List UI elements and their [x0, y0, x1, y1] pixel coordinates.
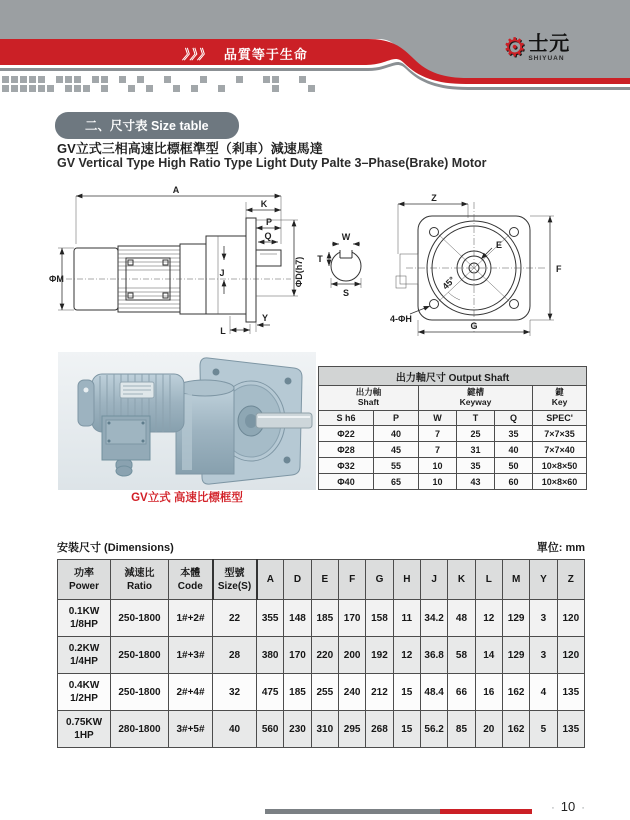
pixel-pattern-row-0 — [2, 76, 362, 83]
dimensions-letter-header-Z: Z — [557, 560, 584, 600]
pixel-square — [110, 76, 117, 83]
dim-power-3: 0.75KW 1HP — [58, 711, 111, 748]
output-shaft-column-header-3: T — [457, 411, 495, 426]
dim-cell-0-0: 355 — [257, 600, 284, 637]
output-shaft-cell-3-4: 60 — [495, 474, 533, 490]
dim-size-3: 40 — [213, 711, 257, 748]
pixel-square — [155, 76, 162, 83]
pixel-square — [281, 76, 288, 83]
pixel-square — [254, 76, 261, 83]
dim-cell-3-10: 5 — [530, 711, 557, 748]
pixel-square — [101, 85, 108, 92]
pixel-square — [326, 85, 333, 92]
dimensions-label: 安裝尺寸 (Dimensions) — [57, 542, 174, 554]
dimensions-letter-header-G: G — [366, 560, 393, 600]
pixel-square — [308, 76, 315, 83]
product-title-en: GV Vertical Type High Ratio Type Light Duty Palte 3–Phase(Brake) Motor — [57, 156, 487, 170]
footer-bar-red — [440, 809, 532, 814]
dim-label-T: T — [317, 254, 323, 264]
dim-code-2: 2#+4# — [169, 674, 213, 711]
pixel-square — [47, 76, 54, 83]
product-title-zh: GV立式三相高速比標框準型（剎車）減速馬達 — [57, 141, 323, 156]
dim-cell-1-9: 129 — [502, 637, 529, 674]
output-shaft-cell-0-1: 40 — [374, 426, 419, 442]
dim-cell-3-1: 230 — [284, 711, 311, 748]
output-shaft-column-header-2: W — [419, 411, 457, 426]
dimensions-letter-header-E: E — [311, 560, 338, 600]
dimensions-letter-header-L: L — [475, 560, 502, 600]
dim-cell-0-7: 48 — [448, 600, 475, 637]
pixel-square — [47, 85, 54, 92]
dim-cell-3-4: 268 — [366, 711, 393, 748]
dim-cell-2-3: 240 — [338, 674, 365, 711]
pixel-square — [146, 76, 153, 83]
dim-label-L: L — [220, 326, 226, 336]
output-shaft-table-title: 出力軸尺寸 Output Shaft — [319, 367, 587, 386]
dimensions-table — [57, 559, 585, 748]
page-dot-left: · — [551, 802, 555, 814]
dim-ratio-3: 280-1800 — [111, 711, 169, 748]
dim-cell-1-0: 380 — [257, 637, 284, 674]
pixel-square — [209, 85, 216, 92]
pixel-square — [182, 76, 189, 83]
dimensions-letter-header-F: F — [338, 560, 365, 600]
pixel-square — [164, 85, 171, 92]
page-dot-right: · — [581, 802, 585, 814]
dim-cell-0-2: 185 — [311, 600, 338, 637]
pixel-square — [317, 85, 324, 92]
output-shaft-cell-1-0: Φ28 — [319, 442, 374, 458]
dim-ratio-0: 250-1800 — [111, 600, 169, 637]
dim-label-S: S — [342, 288, 350, 298]
dim-label-K: K — [260, 199, 268, 209]
pixel-square — [2, 76, 9, 83]
output-shaft-cell-2-1: 55 — [374, 458, 419, 474]
pixel-square — [263, 76, 270, 83]
pixel-square — [101, 76, 108, 83]
pixel-decor-pattern — [2, 76, 362, 96]
dim-cell-0-3: 170 — [338, 600, 365, 637]
output-shaft-cell-0-5: 7×7×35 — [533, 426, 587, 442]
dim-cell-0-1: 148 — [284, 600, 311, 637]
pixel-square — [146, 85, 153, 92]
pixel-square — [272, 76, 279, 83]
dim-cell-1-6: 36.8 — [420, 637, 447, 674]
dim-cell-3-6: 56.2 — [420, 711, 447, 748]
dim-label-A: A — [172, 185, 180, 195]
output-shaft-row-1 — [319, 442, 587, 458]
gear-logo-icon: ⚙ — [503, 32, 527, 62]
output-shaft-cell-0-3: 25 — [457, 426, 495, 442]
dim-power-1: 0.2KW 1/4HP — [58, 637, 111, 674]
dim-code-1: 1#+3# — [169, 637, 213, 674]
output-shaft-group-header-0: 出力軸 Shaft — [319, 386, 419, 411]
pixel-square — [191, 85, 198, 92]
dim-cell-2-10: 4 — [530, 674, 557, 711]
dimensions-column-header-3: 型號 Size(S) — [213, 560, 257, 600]
dim-cell-0-10: 3 — [530, 600, 557, 637]
dim-label-F: F — [556, 264, 562, 274]
dimensions-row-0 — [58, 600, 585, 637]
dimensions-row-2 — [58, 674, 585, 711]
output-shaft-group-header-1: 鍵槽 Keyway — [419, 386, 533, 411]
pixel-square — [209, 76, 216, 83]
dimensions-letter-header-D: D — [284, 560, 311, 600]
pixel-square — [119, 76, 126, 83]
output-shaft-column-header-5: SPEC' — [533, 411, 587, 426]
pixel-square — [74, 76, 81, 83]
dim-label-D: ΦD(h7) — [294, 256, 304, 288]
motor-product-photo — [58, 352, 316, 490]
dim-label-P: P — [265, 217, 273, 227]
dim-label-Z: Z — [431, 193, 437, 203]
pixel-square — [164, 76, 171, 83]
pixel-square — [20, 76, 27, 83]
pixel-square — [245, 76, 252, 83]
dim-cell-3-3: 295 — [338, 711, 365, 748]
dim-ratio-1: 250-1800 — [111, 637, 169, 674]
pixel-square — [38, 76, 45, 83]
footer-bar-gray — [265, 809, 440, 814]
dim-label-G: G — [470, 321, 478, 331]
pixel-square — [299, 85, 306, 92]
dimensions-row-3 — [58, 711, 585, 748]
dim-cell-1-2: 220 — [311, 637, 338, 674]
pixel-square — [29, 85, 36, 92]
side-view-drawing — [46, 184, 381, 336]
dim-cell-2-2: 255 — [311, 674, 338, 711]
pixel-square — [191, 76, 198, 83]
dim-cell-0-11: 120 — [557, 600, 584, 637]
dim-cell-2-9: 162 — [502, 674, 529, 711]
pixel-square — [11, 85, 18, 92]
dimensions-column-header-0: 功率 Power — [58, 560, 111, 600]
pixel-square — [20, 85, 27, 92]
pixel-square — [263, 85, 270, 92]
dim-cell-2-6: 48.4 — [420, 674, 447, 711]
pixel-square — [92, 76, 99, 83]
brand-name: 士元 — [528, 33, 571, 55]
pixel-square — [218, 85, 225, 92]
pixel-square — [56, 76, 63, 83]
pixel-square — [11, 76, 18, 83]
pixel-square — [290, 85, 297, 92]
dim-label-4-phi-H: 4-ΦH — [390, 314, 412, 324]
output-shaft-column-header-0: S h6 — [319, 411, 374, 426]
dim-cell-1-5: 12 — [393, 637, 420, 674]
dim-cell-2-0: 475 — [257, 674, 284, 711]
pixel-square — [254, 85, 261, 92]
dimensions-header-row — [58, 560, 585, 600]
dimensions-letter-header-H: H — [393, 560, 420, 600]
pixel-square — [29, 76, 36, 83]
unit-label: 單位: mm — [536, 542, 585, 554]
front-view-drawing — [388, 188, 573, 340]
pixel-square — [236, 76, 243, 83]
pixel-square — [299, 76, 306, 83]
dim-cell-2-5: 15 — [393, 674, 420, 711]
output-shaft-cell-3-1: 65 — [374, 474, 419, 490]
dim-cell-0-5: 11 — [393, 600, 420, 637]
dim-label-45deg: 45° — [440, 274, 458, 292]
brand-name-latin: SHIYUAN — [528, 55, 565, 62]
dim-cell-1-4: 192 — [366, 637, 393, 674]
pixel-square — [200, 85, 207, 92]
dim-size-0: 22 — [213, 600, 257, 637]
dim-cell-3-5: 15 — [393, 711, 420, 748]
page-number-value: 10 — [560, 799, 576, 814]
output-shaft-cell-1-2: 7 — [419, 442, 457, 458]
dimensions-letter-header-A: A — [257, 560, 284, 600]
pixel-square — [83, 85, 90, 92]
pixel-square — [83, 76, 90, 83]
pixel-square — [308, 85, 315, 92]
output-shaft-table — [318, 366, 587, 490]
chevrons-icon: 》》》 — [182, 47, 212, 62]
section-title-pill: 二、尺寸表 Size table — [55, 112, 239, 139]
dim-cell-3-0: 560 — [257, 711, 284, 748]
dimensions-column-header-1: 減速比 Ratio — [111, 560, 169, 600]
dimensions-letter-header-M: M — [502, 560, 529, 600]
pixel-square — [227, 76, 234, 83]
dim-cell-3-7: 85 — [448, 711, 475, 748]
dim-cell-2-11: 135 — [557, 674, 584, 711]
pixel-square — [290, 76, 297, 83]
dim-ratio-2: 250-1800 — [111, 674, 169, 711]
pixel-square — [74, 85, 81, 92]
output-shaft-cell-1-5: 7×7×40 — [533, 442, 587, 458]
pixel-square — [137, 76, 144, 83]
pixel-square — [317, 76, 324, 83]
output-shaft-cell-3-3: 43 — [457, 474, 495, 490]
company-logo — [503, 34, 570, 62]
output-shaft-row-2 — [319, 458, 587, 474]
dim-label-J: J — [219, 268, 225, 278]
pixel-square — [182, 85, 189, 92]
pixel-pattern-row-1 — [2, 85, 362, 92]
pixel-square — [65, 76, 72, 83]
dim-cell-1-3: 200 — [338, 637, 365, 674]
pixel-square — [281, 85, 288, 92]
header-slogan — [120, 44, 370, 63]
dim-label-Y: Y — [261, 313, 269, 323]
pixel-square — [245, 85, 252, 92]
pixel-square — [236, 85, 243, 92]
pixel-square — [218, 76, 225, 83]
output-shaft-cell-2-5: 10×8×50 — [533, 458, 587, 474]
dim-label-Q: Q — [264, 231, 272, 241]
dim-cell-0-8: 12 — [475, 600, 502, 637]
dim-power-2: 0.4KW 1/2HP — [58, 674, 111, 711]
output-shaft-cell-1-4: 40 — [495, 442, 533, 458]
dim-cell-1-7: 58 — [448, 637, 475, 674]
output-shaft-row-3 — [319, 474, 587, 490]
pixel-square — [56, 85, 63, 92]
dim-label-M: ΦM — [49, 274, 64, 284]
dimensions-letter-header-J: J — [420, 560, 447, 600]
pixel-square — [173, 76, 180, 83]
output-shaft-cell-2-0: Φ32 — [319, 458, 374, 474]
pixel-square — [173, 85, 180, 92]
dim-cell-1-1: 170 — [284, 637, 311, 674]
pixel-square — [119, 85, 126, 92]
output-shaft-cell-2-3: 35 — [457, 458, 495, 474]
dim-code-0: 1#+2# — [169, 600, 213, 637]
dim-cell-1-8: 14 — [475, 637, 502, 674]
output-shaft-cell-3-0: Φ40 — [319, 474, 374, 490]
output-shaft-row-0 — [319, 426, 587, 442]
dimensions-row-1 — [58, 637, 585, 674]
pixel-square — [38, 85, 45, 92]
dim-cell-3-11: 135 — [557, 711, 584, 748]
pixel-square — [155, 85, 162, 92]
output-shaft-cell-3-2: 10 — [419, 474, 457, 490]
dim-cell-3-9: 162 — [502, 711, 529, 748]
pixel-square — [65, 85, 72, 92]
dim-cell-0-4: 158 — [366, 600, 393, 637]
pixel-square — [128, 85, 135, 92]
output-shaft-cell-0-2: 7 — [419, 426, 457, 442]
pixel-square — [128, 76, 135, 83]
pixel-square — [92, 85, 99, 92]
output-shaft-cell-1-3: 31 — [457, 442, 495, 458]
dim-cell-1-11: 120 — [557, 637, 584, 674]
page-number — [528, 799, 608, 814]
dim-cell-2-4: 212 — [366, 674, 393, 711]
output-shaft-cell-2-2: 10 — [419, 458, 457, 474]
dim-cell-2-1: 185 — [284, 674, 311, 711]
output-shaft-cell-2-4: 50 — [495, 458, 533, 474]
pixel-square — [326, 76, 333, 83]
dim-size-1: 28 — [213, 637, 257, 674]
pixel-square — [200, 76, 207, 83]
dimensions-column-header-2: 本體 Code — [169, 560, 213, 600]
dim-cell-0-9: 129 — [502, 600, 529, 637]
dim-code-3: 3#+5# — [169, 711, 213, 748]
output-shaft-cell-0-4: 35 — [495, 426, 533, 442]
output-shaft-column-header-4: Q — [495, 411, 533, 426]
output-shaft-column-header-1: P — [374, 411, 419, 426]
pixel-square — [110, 85, 117, 92]
dim-cell-3-8: 20 — [475, 711, 502, 748]
dim-power-0: 0.1KW 1/8HP — [58, 600, 111, 637]
dim-cell-0-6: 34.2 — [420, 600, 447, 637]
pixel-square — [227, 85, 234, 92]
output-shaft-group-header-2: 鍵 Key — [533, 386, 587, 411]
photo-caption: GV立式 高速比標框型 — [131, 492, 243, 504]
dim-label-W: W — [341, 232, 351, 242]
dim-cell-3-2: 310 — [311, 711, 338, 748]
output-shaft-cell-0-0: Φ22 — [319, 426, 374, 442]
dim-cell-1-10: 3 — [530, 637, 557, 674]
dimensions-letter-header-K: K — [448, 560, 475, 600]
pixel-square — [2, 85, 9, 92]
pixel-square — [272, 85, 279, 92]
dim-size-2: 32 — [213, 674, 257, 711]
pixel-square — [137, 85, 144, 92]
slogan-text: 品質等于生命 — [223, 47, 308, 62]
output-shaft-cell-1-1: 45 — [374, 442, 419, 458]
dimensions-letter-header-Y: Y — [530, 560, 557, 600]
dim-cell-2-7: 66 — [448, 674, 475, 711]
dim-label-E: E — [496, 240, 503, 250]
output-shaft-cell-3-5: 10×8×60 — [533, 474, 587, 490]
dim-cell-2-8: 16 — [475, 674, 502, 711]
